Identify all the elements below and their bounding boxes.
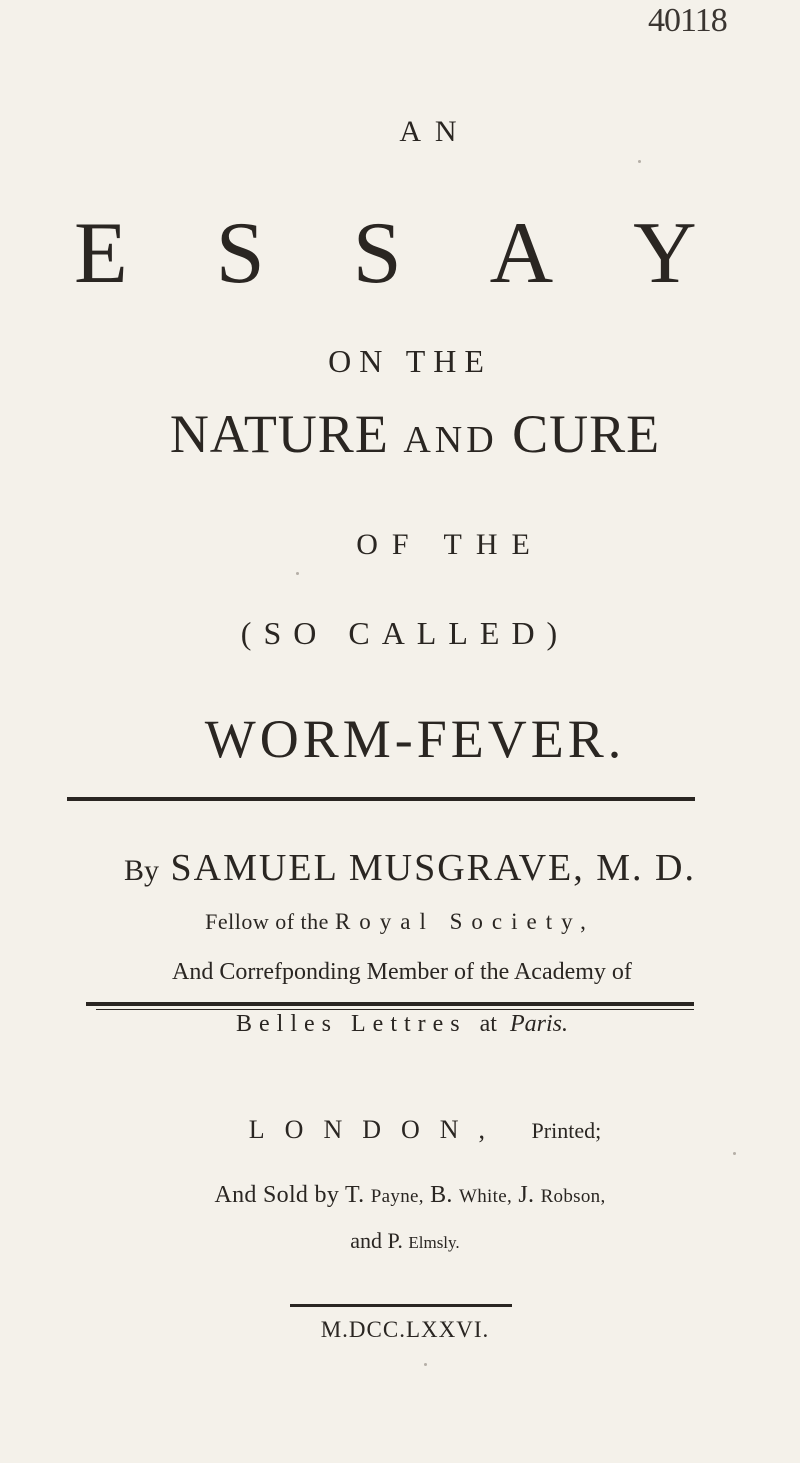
at-word: at	[479, 1011, 497, 1037]
imprint-elmsly-line	[285, 1230, 525, 1252]
paper-speck	[733, 1152, 736, 1155]
paper-speck	[296, 572, 299, 575]
author-fellow-line	[150, 910, 650, 933]
royal-society: Royal Society,	[334, 909, 595, 934]
title-essay: ESSAY	[74, 205, 785, 302]
paper-speck	[638, 160, 641, 163]
belles-lettres: Belles Lettres	[236, 1011, 467, 1037]
imprint-payne: Payne,	[370, 1186, 424, 1207]
author-line	[100, 849, 720, 887]
title-cure: CURE	[512, 404, 661, 464]
imprint-london: LONDON,	[248, 1115, 506, 1144]
author-corresponding-line: And Correfponding Member of the Academy of	[172, 959, 632, 985]
title-so-called: (SO CALLED)	[240, 615, 570, 651]
title-on-the: ON THE	[328, 343, 492, 379]
imprint-sold-by: And Sold by T.	[214, 1182, 365, 1208]
divider-rule	[67, 797, 695, 801]
paris: Paris.	[509, 1011, 568, 1037]
paper-speck	[424, 1363, 427, 1366]
divider-rule	[290, 1304, 512, 1307]
divider-rule	[86, 1002, 694, 1006]
imprint-white-prefix: B.	[430, 1182, 453, 1208]
imprint-robson: Robson,	[540, 1186, 606, 1207]
author-belles-line	[172, 1012, 632, 1036]
fellow-prefix: Fellow of the	[205, 909, 329, 934]
author-name: SAMUEL MUSGRAVE, M. D.	[170, 847, 696, 889]
divider-rule	[96, 1009, 694, 1010]
imprint-date: M.DCC.LXXVI.	[320, 1317, 490, 1342]
title-an: A N	[399, 115, 461, 148]
imprint-sold-line	[85, 1183, 735, 1207]
author-by: By	[124, 854, 160, 887]
imprint-robson-prefix: J.	[518, 1182, 535, 1208]
imprint-white: White,	[459, 1186, 512, 1207]
imprint-and-p: and P.	[350, 1228, 403, 1253]
imprint-london-line	[240, 1117, 610, 1143]
title-of-the: OF THE	[356, 528, 544, 561]
shelfmark: 40118	[648, 2, 727, 39]
title-and: AND	[403, 419, 498, 461]
title-nature-and-cure	[40, 404, 790, 464]
imprint-elmsly: Elmsly.	[408, 1233, 460, 1252]
imprint-printed: Printed;	[531, 1118, 602, 1143]
title-worm-fever: WORM-FEVER.	[204, 709, 626, 769]
title-nature: NATURE	[169, 404, 389, 464]
